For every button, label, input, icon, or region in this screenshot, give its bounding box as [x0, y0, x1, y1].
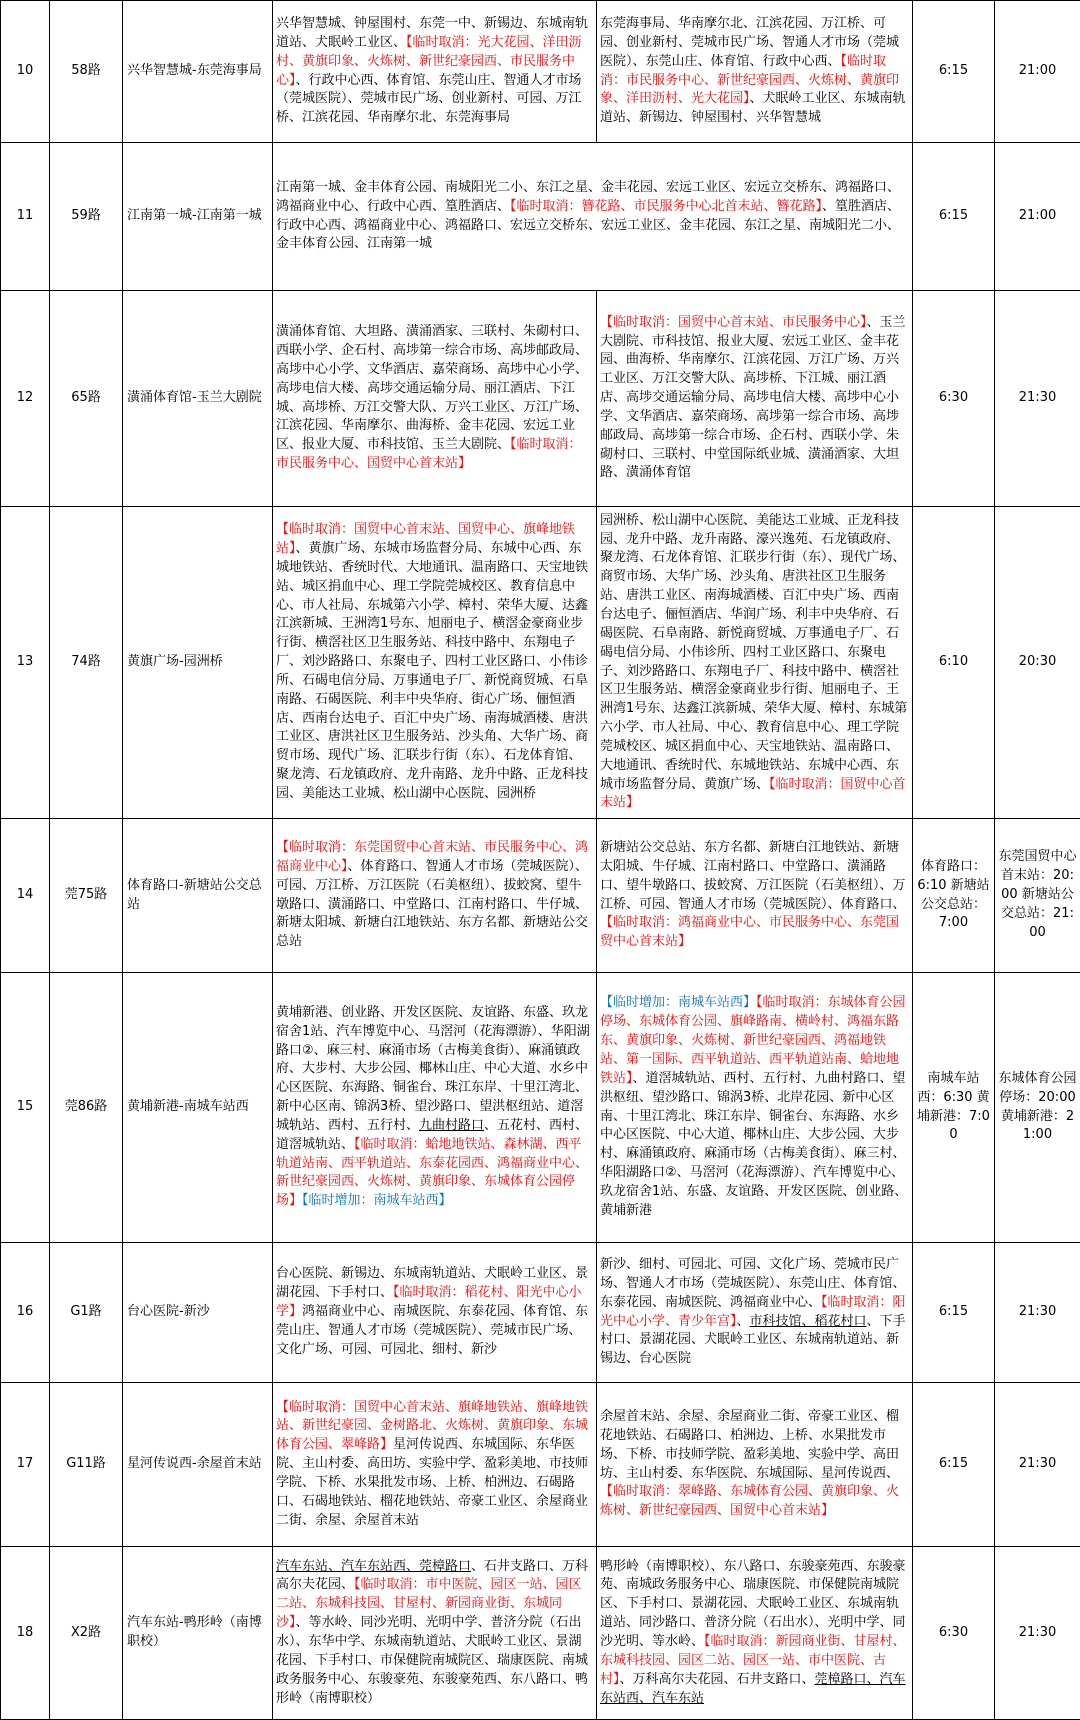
last-bus-time: 20:30 [995, 507, 1080, 819]
first-bus-time: 南城车站西：6:30 黄埔新港：7:00 [913, 973, 995, 1243]
stop-list-segment: 、犬眠岭工业区、东城南轨道站、新锡边、钟屋围村、兴华智慧城 [600, 91, 906, 125]
route-name: 星河传说西-余屋首末站 [123, 1383, 273, 1547]
stop-list-segment: 江南第一城、金丰体育公园、南城阳光二小、东江之星、金丰花园、宏远工业区、宏远立交桥东、鸿福路口、鸿福商业中心、行政中心西、篁胜酒店、 [276, 180, 900, 214]
cancel-notice: 【临时取消：国贸中心首末站、旗峰地铁站、旗峰地铁站、新世纪豪园、金树路北、火炼树、黄旗印象、东城体育公园、翠峰路】 [276, 1400, 588, 1453]
stop-list-segment: 鸭形岭（南博职校）、东八路口、东骏豪苑西、东骏豪苑、南城政务服务中心、瑞康医院、市保健院南城院区、下手村口、景湖花园、犬眠岭工业区、东城南轨道站、同沙路口、普济分院（石出水）、光明中学、同沙光明、等水岭、 [600, 1559, 906, 1649]
row-number: 12 [1, 291, 50, 507]
first-bus-time: 6:30 [913, 1547, 995, 1720]
cancel-notice: 【临时取消：翠峰路、东城体育公园、黄旗印象、火炼树、新世纪豪园西、国贸中心首末站】 [600, 1484, 899, 1518]
last-bus-time: 21:30 [995, 1243, 1080, 1383]
up-direction-stops [273, 291, 597, 507]
down-direction-stops [597, 973, 913, 1243]
route-name: 潢涌体育馆-玉兰大剧院 [123, 291, 273, 507]
stop-list-segment: 市科技馆、稻花村口 [750, 1314, 867, 1329]
up-direction-stops [273, 1243, 597, 1383]
down-direction-stops [597, 507, 913, 819]
stop-list-segment: 、五花村、西村、道滘城轨站、 [276, 1118, 588, 1152]
cancel-notice: 【临时取消：东莞国贸中心首末站、市民服务中心、鸿福商业中心】 [276, 840, 588, 874]
last-bus-time: 21:00 [995, 143, 1080, 291]
stop-list-segment: 莞樟路口、汽车东站西、汽车东站 [600, 1672, 906, 1706]
up-direction-stops [273, 1, 597, 143]
stop-list-segment: 鸿福商业中心、南城医院、东泰花园、体育馆、东莞山庄、智通人才市场（莞城医院）、莞城市民广场、文化广场、可园、可园北、细村、新沙 [276, 1304, 588, 1357]
line-name: G11路 [50, 1383, 123, 1547]
cancel-notice: 【临时取消：鸿福商业中心、市民服务中心、东莞国贸中心首末站】 [600, 915, 899, 949]
stop-list-segment: 、玉兰大剧院、市科技馆、报业大厦、宏远工业区、金丰花园、曲海桥、华南摩尔、江滨花园、万江广场、万兴工业区、万江交警大队、高埗桥、下江城、丽江酒店、高埗交通运输分局、高埗电信大楼、高埗中心小学、文华酒店、嘉荣商场、高埗第一综合市场、高埗邮政局、高埗第一综合市场、企石村、西联小学、朱砌村口、三联村、中堂国际纸业城、潢涌酒家、大坦路、潢涌体育馆 [600, 315, 906, 481]
down-direction-stops [597, 1, 913, 143]
stop-list-segment: 、行政中心西、体育馆、东莞山庄、智通人才市场（莞城医院）、莞城市民广场、创业新村、可园、万江桥、江滨花园、华南摩尔北、东莞海事局 [276, 73, 582, 126]
stop-list-segment: 、道滘城轨站、西村、五行村、九曲村路口、望洪枢纽、望沙路口、锦涡3桥、北岸花园、新中心区南、十里江湾北、珠江东岸、铜雀台、东海路、水乡中心区医院、中心大道、椰林山庄、大步公园、大步村、麻涌镇政府、麻涌市场（古梅美食街）、麻三村、华阳湖路口②、马滘河（花海漂游）、汽车博览中心、玖龙宿舍1站、东盛、友谊路、开发区医院、创业路、黄埔新港 [600, 1071, 907, 1218]
table-row [1, 291, 1080, 507]
line-name: 59路 [50, 143, 123, 291]
stop-list-segment: 新塘站公交总站、东方名都、新塘白江地铁站、新塘太阳城、牛仔城、江南村路口、中堂路口、潢涌路口、望牛墩路口、拔蛟窝、万江医院（石美枢纽）、万江桥、可园、智通人才市场（莞城医院）、体育路口、 [600, 840, 906, 912]
cancel-notice: 【临时取消：市民服务中心、国贸中心首末站】 [276, 437, 582, 471]
cancel-notice: 【临时取消：稻花村、阳光中心小学】 [276, 1285, 582, 1319]
stop-list-segment: 星河传说西、东城国际、东华医院、主山村委、高田坊、实验中学、盈彩美地、市技师学院、下桥、水果批发市场、上桥、柏洲边、石碣路口、石碣地铁站、榴花地铁站、帝豪工业区、余屋商业二街、余屋、余屋首末站 [276, 1437, 588, 1527]
add-notice: 【临时增加：南城车站西】 [600, 995, 756, 1010]
row-number: 11 [1, 143, 50, 291]
first-bus-time: 6:15 [913, 1, 995, 143]
cancel-notice: 【临时取消：国贸中心首末站、国贸中心、旗峰地铁站】 [276, 522, 575, 556]
cancel-notice: 【临时取消：新园商业街、甘屋村、东城科技园、园区二站、园区一站、市中医院、古村】 [600, 1634, 906, 1687]
cancel-notice: 【临时取消：市中医院、园区一站、园区二站、东城科技园、甘屋村、新园商业街、东城同沙】 [276, 1577, 582, 1630]
down-direction-stops [597, 819, 913, 973]
route-name: 台心医院-新沙 [123, 1243, 273, 1383]
cancel-notice: 【临时取消：簪花路、市民服务中心北首末站、簪花路】 [510, 199, 822, 214]
first-bus-time: 6:15 [913, 143, 995, 291]
stop-list-segment: 、石井支路口、万科高尔夫花园、 [276, 1559, 588, 1593]
up-direction-stops [273, 143, 913, 291]
stop-list-segment: 汽车东站、汽车东站西、莞樟路口 [276, 1559, 471, 1574]
first-bus-time: 6:30 [913, 291, 995, 507]
row-number: 18 [1, 1547, 50, 1720]
cancel-notice: 【临时取消：光大花园、洋田沥村、黄旗印象、火炼树、新世纪豪园西、市民服务中心】 [276, 35, 582, 88]
row-number: 15 [1, 973, 50, 1243]
stop-list-segment: 、等水岭、同沙光明、光明中学、普济分院（石出水）、东华中学、东城南轨道站、犬眠岭工业区、景湖花园、下手村口、市保健院南城院区、瑞康医院、南城政务服务中心、东骏豪苑、东骏豪苑西、东八路口、鸭形岭（南博职校） [276, 1615, 588, 1705]
first-bus-time: 体育路口：6:10 新塘站公交总站：7:00 [913, 819, 995, 973]
stop-list-segment: 九曲村路口 [419, 1118, 484, 1133]
table-row [1, 1383, 1080, 1547]
stop-list-segment: 、黄旗广场、东城市场监督分局、东城中心西、东城地铁站、香统时代、大地通讯、温南路口、天宝地铁站、城区捐血中心、理工学院莞城校区、教育信息中心、市人社局、东城第六小学、樟村、荣华大厦、达鑫江滨新城、王洲湾1号东、旭丽电子、横滘金豪商业步行街、横滘社区卫生服务站、科技中路中、东翔电子厂、刘沙路路口、东聚电子、四村工业区路口、小伟诊所、石碣电信分局、万事通电子厂、新悦商贸城、石阜南路、石碣医院、利丰中央华府、街心广场、俪恒酒店、西南台达电子、百汇中央广场、南海城酒楼、唐洪工业区、唐洪社区卫生服务站、沙头角、大华广场、商贸市场、现代广场、汇联步行街（东）、石龙体育馆、聚龙湾、石龙镇政府、龙升南路、龙升中路、正龙科技园、美能达工业城、松山湖中心医院、园洲桥 [276, 541, 588, 801]
table-row [1, 143, 1080, 291]
cancel-notice: 【临时取消：国贸中心首末站】 [600, 777, 906, 811]
up-direction-stops [273, 973, 597, 1243]
row-number: 16 [1, 1243, 50, 1383]
row-number: 10 [1, 1, 50, 143]
route-name: 黄埔新港-南城车站西 [123, 973, 273, 1243]
up-direction-stops [273, 1383, 597, 1547]
route-name: 江南第一城-江南第一城 [123, 143, 273, 291]
line-name: 莞75路 [50, 819, 123, 973]
line-name: X2路 [50, 1547, 123, 1720]
stop-list-segment: 潢涌体育馆、大坦路、潢涌酒家、三联村、朱砌村口、西联小学、企石村、高埗第一综合市场、高埗邮政局、高埗中心小学、文华酒店、嘉荣商场、高埗中心小学、高埗电信大楼、高埗交通运输分局、丽江酒店、下江城、高埗桥、万江交警大队、万兴工业区、万江广场、江滨花园、华南摩尔、曲海桥、金丰花园、宏远工业区、报业大厦、市科技馆、玉兰大剧院、 [276, 324, 588, 452]
stop-list-segment: 兴华智慧城、钟屋围村、东莞一中、新锡边、东城南轨道站、犬眠岭工业区、 [276, 16, 588, 50]
cancel-notice: 【临时取消：蛤地地铁站、森林湖、西平轨道站南、西平轨道站、东泰花园西、鸿福商业中心、新世纪豪园西、火炼树、黄旗印象、东城体育公园停场】 [276, 1137, 588, 1209]
down-direction-stops [597, 1243, 913, 1383]
stop-list-segment: 东莞海事局、华南摩尔北、江滨花园、万江桥、可园、创业新村、莞城市民广场、智通人才市场（莞城医院）、东莞山庄、体育馆、行政中心西、 [600, 16, 899, 69]
route-name: 兴华智慧城-东莞海事局 [123, 1, 273, 143]
down-direction-stops [597, 1547, 913, 1720]
up-direction-stops [273, 507, 597, 819]
table-row [1, 819, 1080, 973]
line-name: 莞86路 [50, 973, 123, 1243]
stop-list-segment: 余屋首末站、余屋、余屋商业二街、帝豪工业区、榴花地铁站、石碣路口、柏洲边、上桥、水果批发市场、下桥、市技师学院、盈彩美地、实验中学、高田坊、主山村委、东华医院、东城国际、星河传说西、 [600, 1409, 899, 1481]
add-notice: 【临时增加：南城车站西】 [302, 1193, 452, 1208]
last-bus-time: 东城体育公园停场：20:00 黄埔新港：21:00 [995, 973, 1080, 1243]
table-row [1, 507, 1080, 819]
row-number: 13 [1, 507, 50, 819]
stop-list-segment: 新沙、细村、可园北、可园、文化广场、莞城市民广场、智通人才市场（莞城医院）、东莞山庄、体育馆、东泰花园、南城医院、鸿福商业中心、 [600, 1257, 906, 1310]
route-name: 黄旗广场-园洲桥 [123, 507, 273, 819]
line-name: 58路 [50, 1, 123, 143]
stop-list-segment: 、篁胜酒店、行政中心西、鸿福商业中心、鸿福路口、宏远立交桥东、宏远工业区、金丰花园、东江之星、南城阳光二小、金丰体育公园、江南第一城 [276, 199, 900, 252]
last-bus-time: 东莞国贸中心首末站：20:00 新塘站公交总站：21:00 [995, 819, 1080, 973]
up-direction-stops [273, 819, 597, 973]
stop-list-segment: 黄埔新港、创业路、开发区医院、友谊路、东盛、玖龙宿舍1站、汽车博览中心、马滘河（花海漂游）、华阳湖路口②、麻三村、麻涌市场（古梅美食街）、麻涌镇政府、大步村、大步公园、椰林山庄、中心大道、水乡中心区医院、东海路、铜雀台、珠江东岸、十里江湾北、新中心区南、锦涡3桥、望沙路口、望洪枢纽站、道滘城轨站、西村、五行村、 [276, 1005, 590, 1133]
last-bus-time: 21:30 [995, 1547, 1080, 1720]
line-name: 74路 [50, 507, 123, 819]
cancel-notice: 【临时取消：市民服务中心、新世纪豪园西、火炼树、黄旗印象、洋田沥村、光大花园】 [600, 54, 899, 107]
first-bus-time: 6:15 [913, 1243, 995, 1383]
stop-list-segment: 、体育路口、智通人才市场（莞城医院）、可园、万江桥、万江医院（石美枢纽）、拔蛟窝、望牛墩路口、潢涌路口、中堂路口、江南村路口、牛仔城、新塘太阳城、新塘白江地铁站、东方名都、新塘站公交总站 [276, 859, 588, 949]
cancel-notice: 【临时取消：东城体育公园停场、东城体育公园、旗峰路南、横岭村、鸿福东路东、黄旗印象、火炼树、新世纪豪园西、鸿福地铁站、第一国际、西平轨道站、西平轨道站南、蛤地地铁站】 [600, 995, 906, 1085]
table-row [1, 1243, 1080, 1383]
line-name: 65路 [50, 291, 123, 507]
last-bus-time: 21:30 [995, 291, 1080, 507]
down-direction-stops [597, 291, 913, 507]
row-number: 17 [1, 1383, 50, 1547]
up-direction-stops [273, 1547, 597, 1720]
route-name: 汽车东站-鸭形岭（南博职校） [123, 1547, 273, 1720]
stop-list-segment: 、万科高尔夫花园、石井支路口、 [620, 1672, 815, 1687]
first-bus-time: 6:10 [913, 507, 995, 819]
stop-list-segment: 园洲桥、松山湖中心医院、美能达工业城、正龙科技园、龙升中路、龙升南路、濠兴逸苑、石龙镇政府、聚龙湾、石龙体育馆、汇联步行街（东）、现代广场、商贸市场、大华广场、沙头角、唐洪社区卫生服务站、唐洪工业区、南海城酒楼、百汇中央广场、西南台达电子、俪恒酒店、华润广场、利丰中央华府、石碣医院、石阜南路、新悦商贸城、万事通电子厂、石碣电信分局、小伟诊所、四村工业区路口、东聚电子、刘沙路路口、东翔电子厂、科技中路中、横滘社区卫生服务站、横滘金豪商业步行街、旭丽电子、王洲湾1号东、达鑫江滨新城、荣华大厦、樟村、东城第六小学、市人社局、中心、教育信息中心、理工学院莞城校区、城区捐血中心、天宝地铁站、温南路口、大地通讯、香统时代、东城地铁站、东城中心西、东城市场监督分局、黄旗广场、 [600, 513, 907, 792]
table-row [1, 973, 1080, 1243]
cancel-notice: 【临时取消：阳光中心小学、青少年宫】 [600, 1295, 906, 1329]
stop-list-segment: 、下手村口、景湖花园、犬眠岭工业区、东城南轨道站、新锡边、台心医院 [600, 1314, 906, 1367]
stop-list-segment: 、 [737, 1314, 750, 1329]
last-bus-time: 21:00 [995, 1, 1080, 143]
table-row [1, 1, 1080, 143]
down-direction-stops [597, 1383, 913, 1547]
line-name: G1路 [50, 1243, 123, 1383]
route-name: 体育路口-新塘站公交总站 [123, 819, 273, 973]
row-number: 14 [1, 819, 50, 973]
table-row [1, 1547, 1080, 1720]
stop-list-segment: 台心医院、新锡边、东城南轨道站、犬眠岭工业区、景湖花园、下手村口、 [276, 1266, 588, 1300]
cancel-notice: 【临时取消：国贸中心首末站、市民服务中心】 [600, 315, 867, 330]
first-bus-time: 6:15 [913, 1383, 995, 1547]
last-bus-time: 21:30 [995, 1383, 1080, 1547]
